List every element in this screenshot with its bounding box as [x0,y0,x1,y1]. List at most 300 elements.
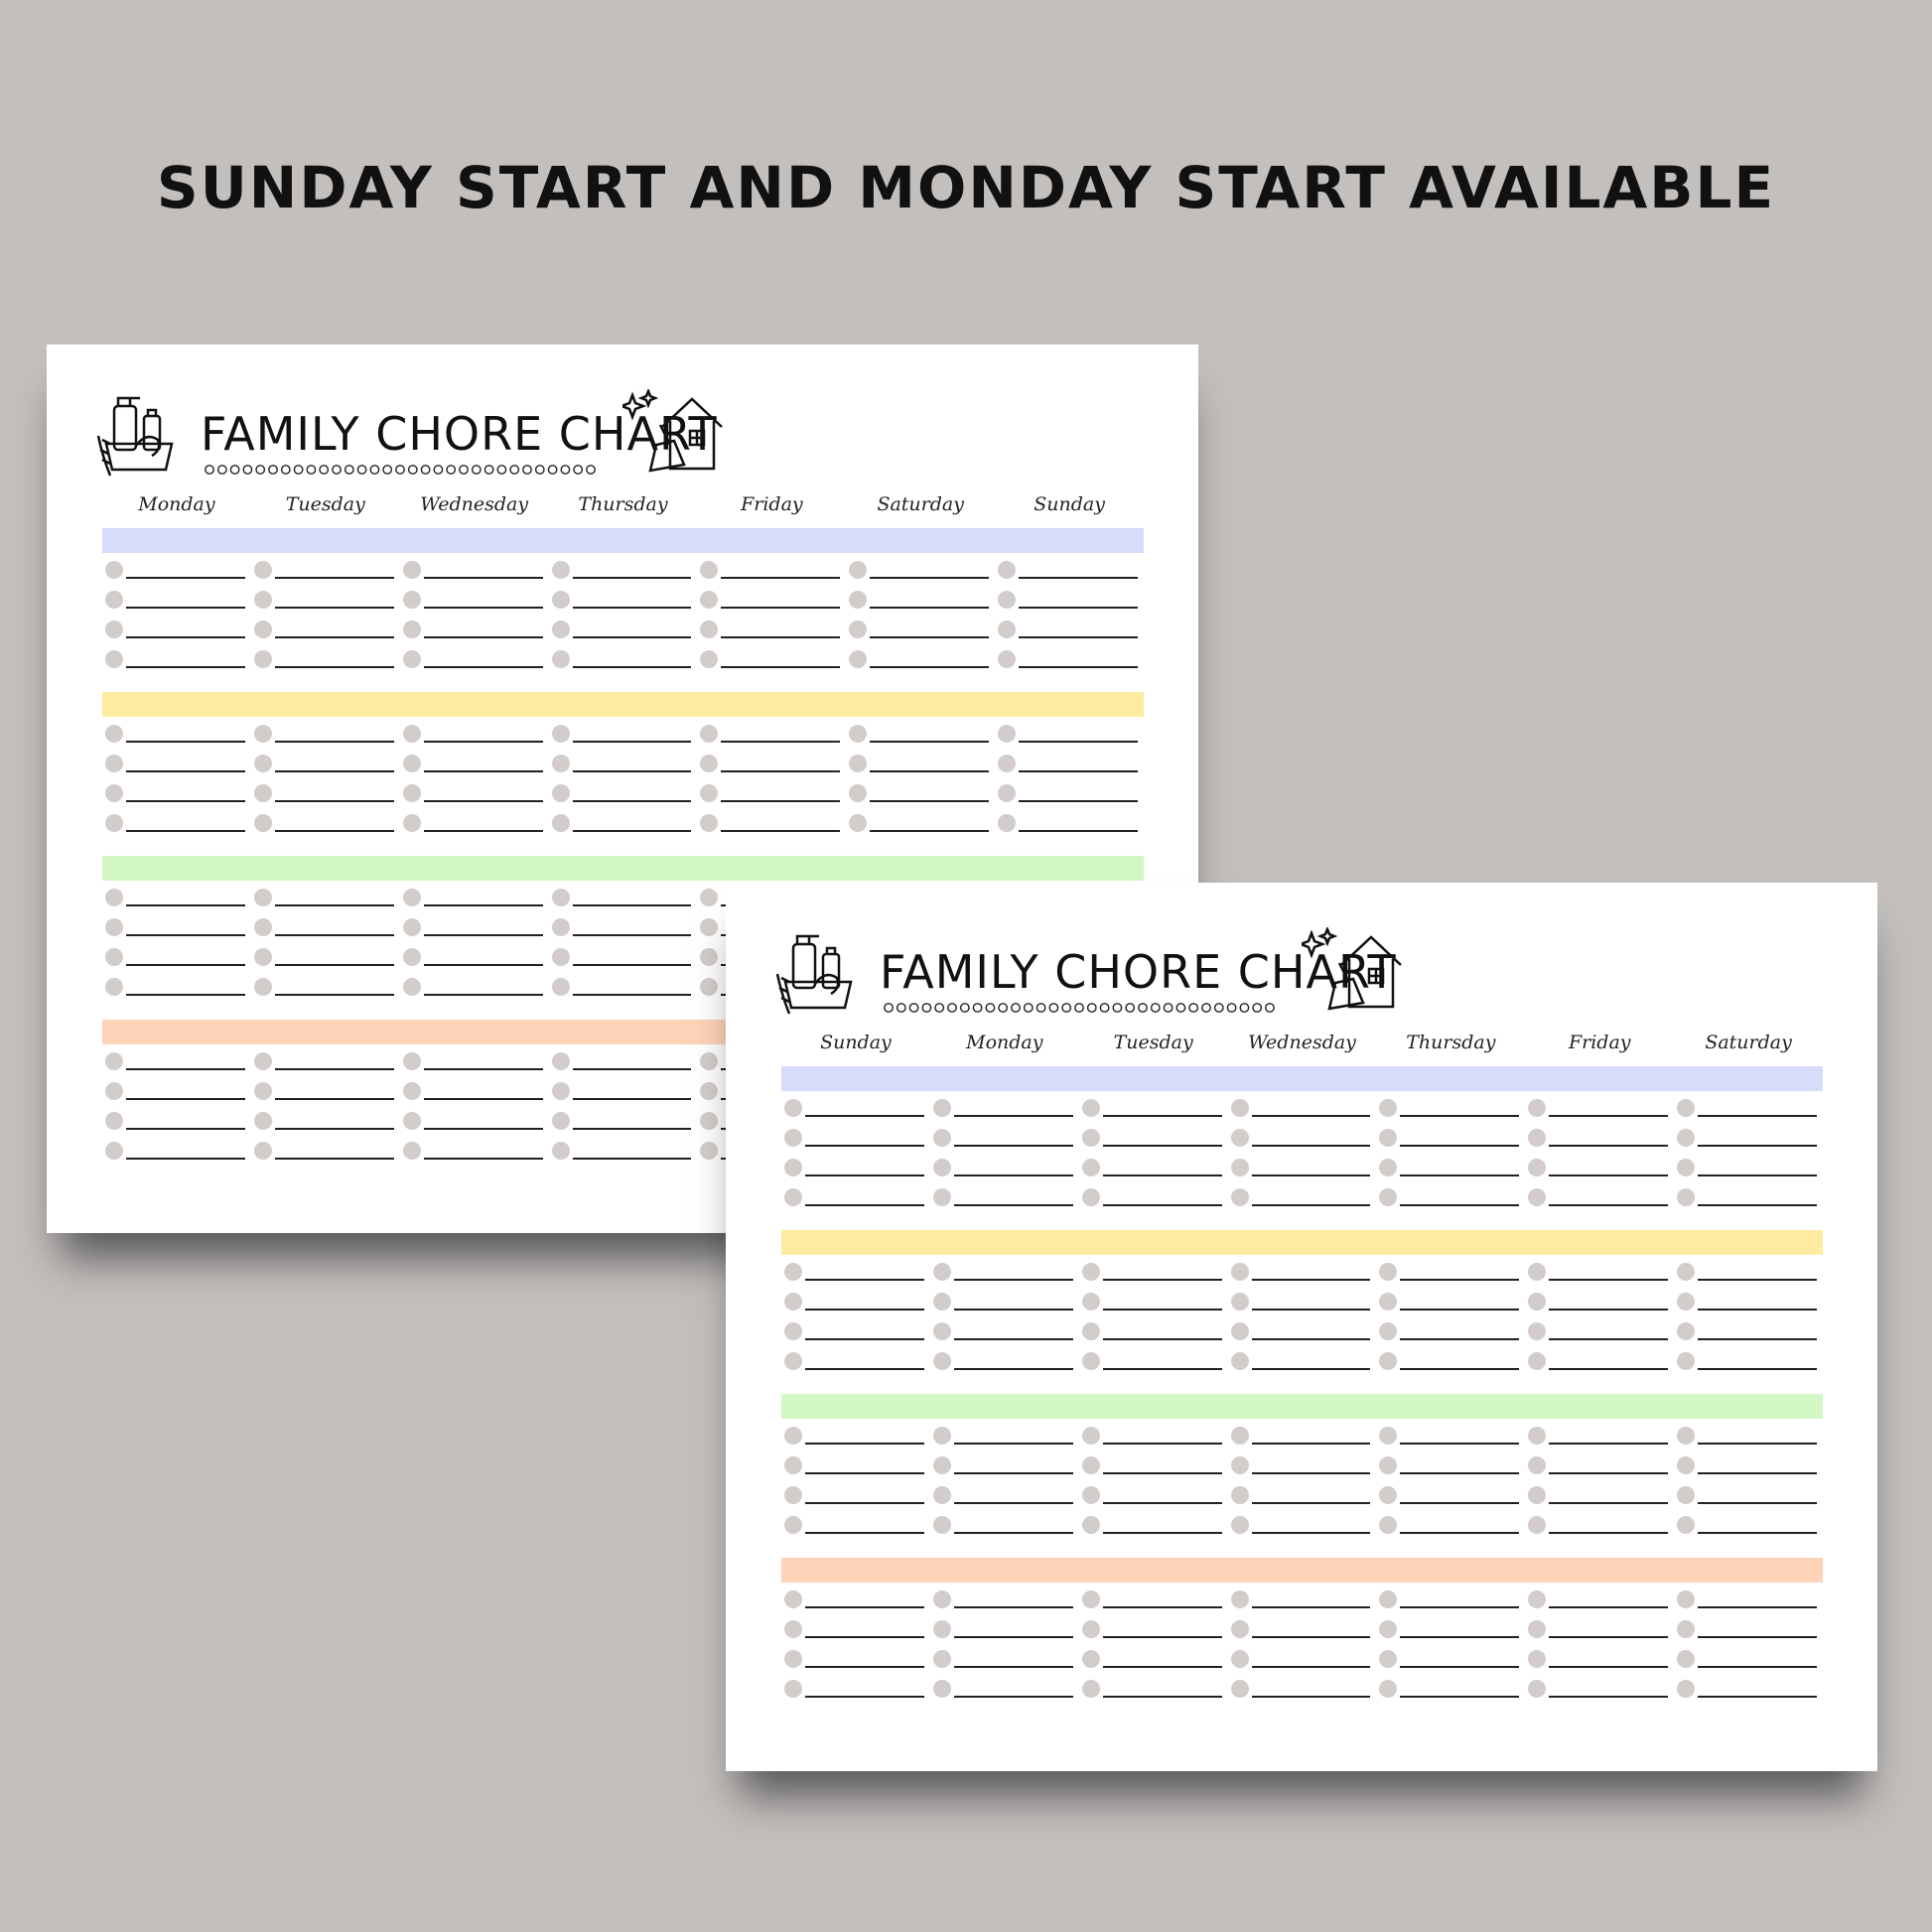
write-in-line[interactable] [1400,1309,1519,1311]
checkbox-circle[interactable] [1082,1263,1100,1281]
chore-slot[interactable] [781,1484,930,1508]
write-in-line[interactable] [573,1098,692,1100]
checkbox-circle[interactable] [1082,1680,1100,1698]
chore-slot[interactable] [102,1140,251,1164]
checkbox-circle[interactable] [403,1082,421,1100]
checkbox-circle[interactable] [1082,1456,1100,1474]
checkbox-circle[interactable] [1379,1486,1397,1504]
chore-slot[interactable] [1079,1157,1228,1180]
chore-slot[interactable] [251,619,400,642]
checkbox-circle[interactable] [1231,1129,1249,1147]
checkbox-circle[interactable] [1082,1322,1100,1340]
checkbox-circle[interactable] [254,755,272,772]
chore-slot[interactable] [781,1291,930,1314]
checkbox-circle[interactable] [1677,1680,1695,1698]
checkbox-circle[interactable] [105,621,123,638]
write-in-line[interactable] [126,666,245,668]
chore-slot[interactable] [995,723,1144,747]
write-in-line[interactable] [424,904,543,906]
chore-slot[interactable] [846,812,995,836]
chore-slot[interactable] [1228,1484,1377,1508]
checkbox-circle[interactable] [254,784,272,802]
chore-slot[interactable] [930,1350,1079,1374]
write-in-line[interactable] [275,830,394,832]
checkbox-circle[interactable] [1528,1099,1546,1117]
checkbox-circle[interactable] [552,814,570,832]
checkbox-circle[interactable] [403,725,421,743]
checkbox-circle[interactable] [784,1680,802,1698]
checkbox-circle[interactable] [1082,1486,1100,1504]
checkbox-circle[interactable] [1677,1159,1695,1176]
chore-slot[interactable] [1674,1588,1823,1612]
checkbox-circle[interactable] [784,1099,802,1117]
checkbox-circle[interactable] [105,1112,123,1130]
checkbox-circle[interactable] [1677,1486,1695,1504]
write-in-line[interactable] [573,830,692,832]
write-in-line[interactable] [573,1128,692,1130]
checkbox-circle[interactable] [254,561,272,579]
checkbox-circle[interactable] [403,591,421,609]
chore-slot[interactable] [781,1618,930,1642]
write-in-line[interactable] [1252,1309,1371,1311]
write-in-line[interactable] [954,1696,1073,1698]
write-in-line[interactable] [805,1145,924,1147]
write-in-line[interactable] [721,830,840,832]
checkbox-circle[interactable] [403,561,421,579]
write-in-line[interactable] [1698,1636,1817,1638]
write-in-line[interactable] [1698,1309,1817,1311]
write-in-line[interactable] [1549,1338,1668,1340]
write-in-line[interactable] [1103,1472,1222,1474]
chore-slot[interactable] [251,812,400,836]
chore-slot[interactable] [1525,1350,1674,1374]
write-in-line[interactable] [1549,1502,1668,1504]
write-in-line[interactable] [1549,1368,1668,1370]
checkbox-circle[interactable] [254,1112,272,1130]
checkbox-circle[interactable] [933,1129,951,1147]
chore-slot[interactable] [102,887,251,910]
checkbox-circle[interactable] [1677,1099,1695,1117]
chore-slot[interactable] [781,1588,930,1612]
write-in-line[interactable] [721,770,840,772]
write-in-line[interactable] [805,1174,924,1176]
chore-slot[interactable] [1674,1350,1823,1374]
checkbox-circle[interactable] [700,650,718,668]
write-in-line[interactable] [805,1696,924,1698]
checkbox-circle[interactable] [1231,1680,1249,1698]
write-in-line[interactable] [1400,1279,1519,1281]
chore-slot[interactable] [1674,1261,1823,1285]
write-in-line[interactable] [1019,666,1138,668]
checkbox-circle[interactable] [784,1486,802,1504]
chore-slot[interactable] [102,812,251,836]
checkbox-circle[interactable] [849,725,867,743]
checkbox-circle[interactable] [552,1142,570,1160]
checkbox-circle[interactable] [105,755,123,772]
chore-slot[interactable] [1376,1097,1525,1121]
chore-slot[interactable] [102,559,251,583]
chore-slot[interactable] [1376,1157,1525,1180]
chore-slot[interactable] [1674,1514,1823,1538]
checkbox-circle[interactable] [1677,1590,1695,1608]
checkbox-circle[interactable] [1231,1590,1249,1608]
chore-slot[interactable] [1228,1678,1377,1702]
chore-slot[interactable] [549,589,698,613]
checkbox-circle[interactable] [1082,1620,1100,1638]
chore-slot[interactable] [400,916,549,940]
chore-slot[interactable] [846,589,995,613]
chore-slot[interactable] [1376,1618,1525,1642]
chore-slot[interactable] [1079,1454,1228,1478]
chore-slot[interactable] [781,1127,930,1151]
chore-slot[interactable] [1376,1514,1525,1538]
checkbox-circle[interactable] [700,621,718,638]
checkbox-circle[interactable] [1379,1188,1397,1206]
checkbox-circle[interactable] [1379,1263,1397,1281]
checkbox-circle[interactable] [998,784,1016,802]
write-in-line[interactable] [1400,1145,1519,1147]
chore-slot[interactable] [781,1514,930,1538]
checkbox-circle[interactable] [105,1082,123,1100]
write-in-line[interactable] [275,934,394,936]
checkbox-circle[interactable] [1379,1099,1397,1117]
chore-slot[interactable] [930,1291,1079,1314]
chore-slot[interactable] [1376,1588,1525,1612]
checkbox-circle[interactable] [700,814,718,832]
checkbox-circle[interactable] [1231,1456,1249,1474]
chore-slot[interactable] [1525,1618,1674,1642]
chore-slot[interactable] [1228,1097,1377,1121]
checkbox-circle[interactable] [552,725,570,743]
checkbox-circle[interactable] [1231,1099,1249,1117]
checkbox-circle[interactable] [1231,1486,1249,1504]
write-in-line[interactable] [1252,1279,1371,1281]
chore-slot[interactable] [549,619,698,642]
checkbox-circle[interactable] [784,1427,802,1445]
chore-slot[interactable] [930,1425,1079,1449]
checkbox-circle[interactable] [1379,1129,1397,1147]
write-in-line[interactable] [805,1443,924,1445]
write-in-line[interactable] [1698,1532,1817,1534]
chore-slot[interactable] [1674,1678,1823,1702]
checkbox-circle[interactable] [105,561,123,579]
chore-slot[interactable] [1674,1097,1823,1121]
write-in-line[interactable] [126,994,245,996]
write-in-line[interactable] [1698,1368,1817,1370]
write-in-line[interactable] [721,636,840,638]
chore-slot[interactable] [400,1110,549,1134]
write-in-line[interactable] [954,1443,1073,1445]
checkbox-circle[interactable] [700,1082,718,1100]
write-in-line[interactable] [275,770,394,772]
chore-slot[interactable] [251,1110,400,1134]
write-in-line[interactable] [573,577,692,579]
checkbox-circle[interactable] [849,591,867,609]
checkbox-circle[interactable] [849,784,867,802]
write-in-line[interactable] [805,1666,924,1668]
chore-slot[interactable] [1228,1514,1377,1538]
write-in-line[interactable] [1549,1666,1668,1668]
write-in-line[interactable] [1549,1532,1668,1534]
write-in-line[interactable] [805,1606,924,1608]
checkbox-circle[interactable] [933,1486,951,1504]
checkbox-circle[interactable] [254,1082,272,1100]
write-in-line[interactable] [1698,1145,1817,1147]
checkbox-circle[interactable] [933,1590,951,1608]
write-in-line[interactable] [870,800,989,802]
write-in-line[interactable] [424,607,543,609]
chore-slot[interactable] [781,1454,930,1478]
chore-slot[interactable] [930,1454,1079,1478]
checkbox-circle[interactable] [700,561,718,579]
write-in-line[interactable] [1400,1666,1519,1668]
write-in-line[interactable] [1252,1368,1371,1370]
chore-slot[interactable] [1228,1648,1377,1672]
checkbox-circle[interactable] [552,978,570,996]
checkbox-circle[interactable] [998,591,1016,609]
checkbox-circle[interactable] [998,621,1016,638]
checkbox-circle[interactable] [1231,1352,1249,1370]
checkbox-circle[interactable] [933,1456,951,1474]
write-in-line[interactable] [126,830,245,832]
chore-slot[interactable] [549,753,698,776]
checkbox-circle[interactable] [1677,1650,1695,1668]
chore-slot[interactable] [1674,1186,1823,1210]
chore-slot[interactable] [400,812,549,836]
checkbox-circle[interactable] [1379,1427,1397,1445]
write-in-line[interactable] [721,741,840,743]
checkbox-circle[interactable] [552,650,570,668]
write-in-line[interactable] [721,666,840,668]
write-in-line[interactable] [126,1158,245,1160]
chore-slot[interactable] [697,782,846,806]
chore-slot[interactable] [995,589,1144,613]
write-in-line[interactable] [275,636,394,638]
chore-slot[interactable] [102,782,251,806]
write-in-line[interactable] [573,934,692,936]
chore-slot[interactable] [251,1050,400,1074]
chore-slot[interactable] [1376,1320,1525,1344]
chore-slot[interactable] [697,723,846,747]
checkbox-circle[interactable] [1379,1590,1397,1608]
checkbox-circle[interactable] [700,784,718,802]
chore-slot[interactable] [1228,1588,1377,1612]
checkbox-circle[interactable] [1677,1427,1695,1445]
chore-slot[interactable] [930,1588,1079,1612]
write-in-line[interactable] [1103,1174,1222,1176]
chore-slot[interactable] [781,1186,930,1210]
checkbox-circle[interactable] [700,725,718,743]
write-in-line[interactable] [1103,1532,1222,1534]
checkbox-circle[interactable] [105,978,123,996]
chore-slot[interactable] [846,753,995,776]
chore-slot[interactable] [1079,1350,1228,1374]
checkbox-circle[interactable] [849,650,867,668]
checkbox-circle[interactable] [1082,1352,1100,1370]
checkbox-circle[interactable] [1528,1516,1546,1534]
write-in-line[interactable] [805,1368,924,1370]
write-in-line[interactable] [1698,1472,1817,1474]
write-in-line[interactable] [870,741,989,743]
checkbox-circle[interactable] [933,1650,951,1668]
checkbox-circle[interactable] [403,1052,421,1070]
write-in-line[interactable] [1400,1606,1519,1608]
write-in-line[interactable] [1698,1204,1817,1206]
checkbox-circle[interactable] [784,1352,802,1370]
checkbox-circle[interactable] [700,591,718,609]
checkbox-circle[interactable] [403,889,421,906]
checkbox-circle[interactable] [254,725,272,743]
checkbox-circle[interactable] [849,755,867,772]
chore-slot[interactable] [549,559,698,583]
checkbox-circle[interactable] [1379,1516,1397,1534]
checkbox-circle[interactable] [1677,1188,1695,1206]
chore-slot[interactable] [930,1261,1079,1285]
checkbox-circle[interactable] [784,1516,802,1534]
chore-slot[interactable] [930,1157,1079,1180]
chore-slot[interactable] [102,589,251,613]
write-in-line[interactable] [805,1502,924,1504]
chore-slot[interactable] [1525,1648,1674,1672]
chore-slot[interactable] [930,1618,1079,1642]
write-in-line[interactable] [721,607,840,609]
checkbox-circle[interactable] [998,755,1016,772]
chore-slot[interactable] [1079,1261,1228,1285]
write-in-line[interactable] [1400,1502,1519,1504]
write-in-line[interactable] [126,964,245,966]
checkbox-circle[interactable] [784,1188,802,1206]
chore-slot[interactable] [549,976,698,1000]
checkbox-circle[interactable] [1231,1427,1249,1445]
chore-slot[interactable] [251,916,400,940]
write-in-line[interactable] [275,1158,394,1160]
chore-slot[interactable] [549,782,698,806]
chore-slot[interactable] [400,1080,549,1104]
write-in-line[interactable] [954,1309,1073,1311]
checkbox-circle[interactable] [1379,1322,1397,1340]
chore-slot[interactable] [251,887,400,910]
chore-slot[interactable] [251,589,400,613]
checkbox-circle[interactable] [105,889,123,906]
write-in-line[interactable] [1698,1279,1817,1281]
checkbox-circle[interactable] [1231,1188,1249,1206]
checkbox-circle[interactable] [784,1322,802,1340]
checkbox-circle[interactable] [1082,1159,1100,1176]
chore-slot[interactable] [1376,1186,1525,1210]
chore-slot[interactable] [781,1320,930,1344]
checkbox-circle[interactable] [700,755,718,772]
write-in-line[interactable] [573,666,692,668]
write-in-line[interactable] [1549,1606,1668,1608]
chore-slot[interactable] [995,812,1144,836]
checkbox-circle[interactable] [849,621,867,638]
chore-slot[interactable] [1674,1127,1823,1151]
write-in-line[interactable] [275,904,394,906]
write-in-line[interactable] [870,666,989,668]
write-in-line[interactable] [721,577,840,579]
write-in-line[interactable] [870,830,989,832]
chore-slot[interactable] [995,648,1144,672]
checkbox-circle[interactable] [933,1620,951,1638]
write-in-line[interactable] [1549,1174,1668,1176]
checkbox-circle[interactable] [1231,1159,1249,1176]
checkbox-circle[interactable] [933,1293,951,1311]
write-in-line[interactable] [1549,1309,1668,1311]
write-in-line[interactable] [1103,1115,1222,1117]
chore-slot[interactable] [1228,1454,1377,1478]
chore-slot[interactable] [1376,1648,1525,1672]
write-in-line[interactable] [1400,1174,1519,1176]
chore-slot[interactable] [1079,1291,1228,1314]
write-in-line[interactable] [1549,1204,1668,1206]
checkbox-circle[interactable] [1528,1427,1546,1445]
chore-slot[interactable] [549,916,698,940]
chore-slot[interactable] [1228,1320,1377,1344]
write-in-line[interactable] [275,666,394,668]
write-in-line[interactable] [1400,1696,1519,1698]
write-in-line[interactable] [1698,1696,1817,1698]
write-in-line[interactable] [126,934,245,936]
write-in-line[interactable] [1252,1204,1371,1206]
chore-slot[interactable] [995,619,1144,642]
chore-slot[interactable] [1674,1618,1823,1642]
checkbox-circle[interactable] [700,1142,718,1160]
chore-slot[interactable] [930,1097,1079,1121]
chore-slot[interactable] [846,619,995,642]
checkbox-circle[interactable] [933,1680,951,1698]
chore-slot[interactable] [995,753,1144,776]
write-in-line[interactable] [1103,1636,1222,1638]
checkbox-circle[interactable] [700,889,718,906]
checkbox-circle[interactable] [552,1082,570,1100]
checkbox-circle[interactable] [552,1112,570,1130]
chore-slot[interactable] [846,648,995,672]
checkbox-circle[interactable] [1379,1650,1397,1668]
write-in-line[interactable] [126,577,245,579]
write-in-line[interactable] [573,904,692,906]
write-in-line[interactable] [954,1145,1073,1147]
write-in-line[interactable] [424,577,543,579]
checkbox-circle[interactable] [254,814,272,832]
checkbox-circle[interactable] [1379,1456,1397,1474]
write-in-line[interactable] [1252,1532,1371,1534]
checkbox-circle[interactable] [933,1263,951,1281]
write-in-line[interactable] [1400,1338,1519,1340]
write-in-line[interactable] [1103,1696,1222,1698]
checkbox-circle[interactable] [998,561,1016,579]
checkbox-circle[interactable] [784,1129,802,1147]
checkbox-circle[interactable] [1528,1456,1546,1474]
chore-slot[interactable] [1376,1425,1525,1449]
checkbox-circle[interactable] [403,650,421,668]
chore-slot[interactable] [549,946,698,970]
chore-slot[interactable] [102,946,251,970]
chore-slot[interactable] [1525,1425,1674,1449]
chore-slot[interactable] [1525,1186,1674,1210]
write-in-line[interactable] [954,1472,1073,1474]
write-in-line[interactable] [424,1128,543,1130]
write-in-line[interactable] [1698,1115,1817,1117]
checkbox-circle[interactable] [784,1159,802,1176]
chore-slot[interactable] [400,1140,549,1164]
checkbox-circle[interactable] [849,814,867,832]
write-in-line[interactable] [805,1636,924,1638]
checkbox-circle[interactable] [403,784,421,802]
write-in-line[interactable] [954,1279,1073,1281]
chore-slot[interactable] [781,1157,930,1180]
chore-slot[interactable] [1228,1157,1377,1180]
write-in-line[interactable] [275,994,394,996]
